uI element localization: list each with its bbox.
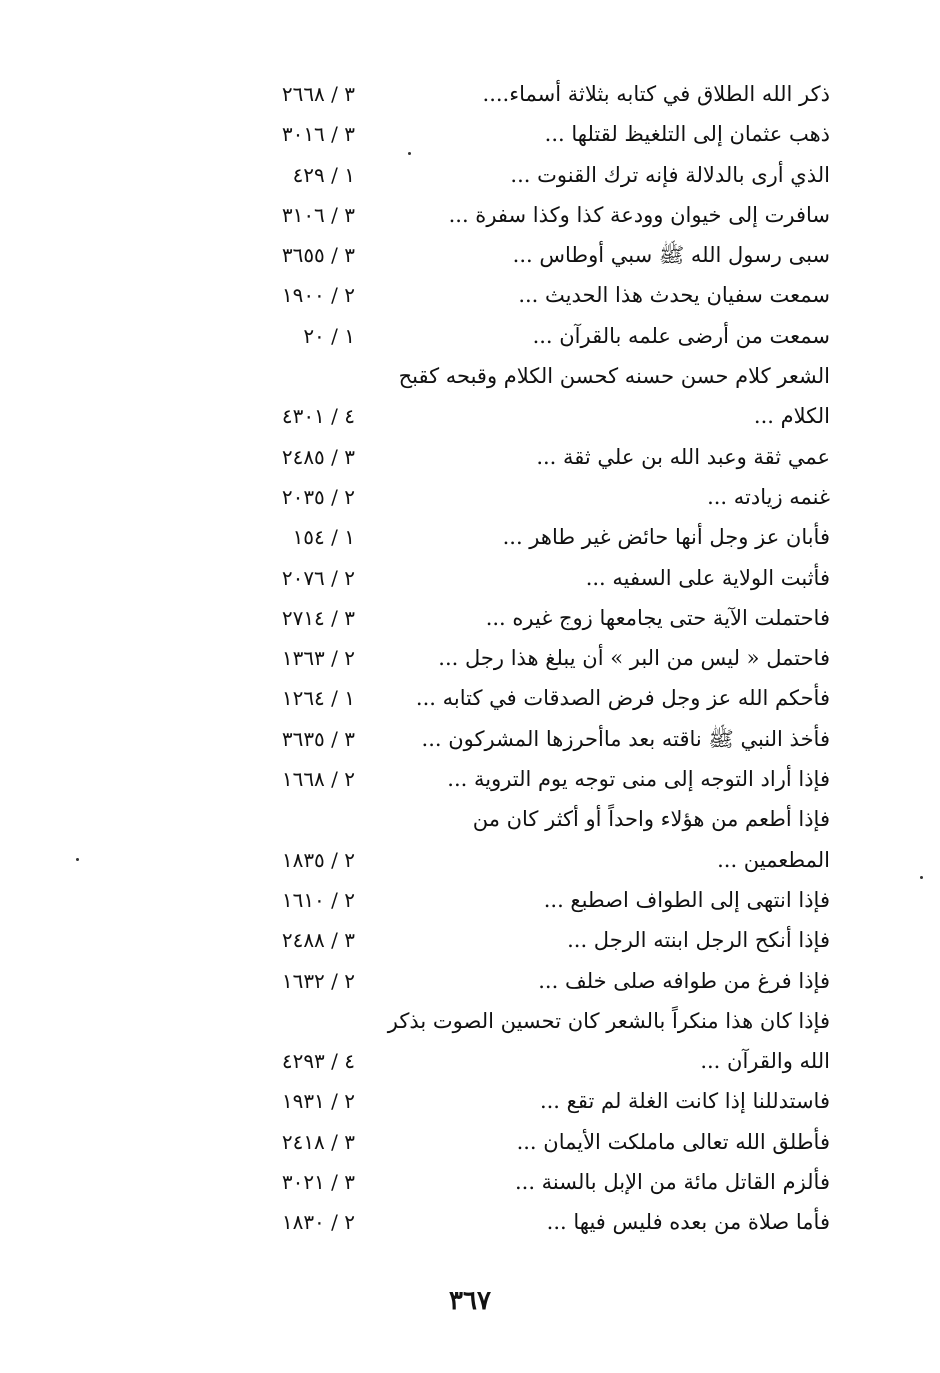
index-entry [235,719,830,759]
entry-text: فأطلق الله تعالى ماملكت الأيمان ... [516,1129,830,1154]
entry-text: عمي ثقة وعبد الله بن علي ثقة ... [536,444,830,469]
print-speck [920,876,923,879]
index-entry [235,437,830,477]
entry-text: سمعت سفيان يحدث هذا الحديث ... [518,283,830,308]
index-entry [235,678,830,718]
entry-text: فاحتملت الآية حتى يجامعها زوج غيره ... [485,605,830,630]
entry-text: الله والقرآن ... [700,1049,830,1074]
entry-text: المطعمين ... [717,847,830,872]
entry-reference: ٤ / ٤٣٠١ [281,404,355,429]
entry-reference: ٢ / ٢٠٣٥ [281,484,355,509]
index-entry [235,1202,830,1242]
index-entry [235,759,830,799]
entry-reference: ٢ / ١٦١٠ [281,887,355,912]
entry-text: فإذا انتهى إلى الطواف اصطبع ... [543,887,830,912]
entry-reference: ١ / ٢٠ [303,323,355,348]
print-speck [408,152,411,155]
entry-text: فاستدللنا إذا كانت الغلة لم تقع ... [539,1089,830,1114]
entry-text: فاحتمل « ليس من البر » أن يبلغ هذا رجل ... [438,646,830,671]
entry-reference: ١ / ١٢٦٤ [281,686,355,711]
index-entry [235,920,830,960]
index-entry [235,1162,830,1202]
entry-reference: ٢ / ٢٠٧٦ [281,565,355,590]
index-entry [235,396,830,436]
entry-text: الكلام ... [753,404,830,429]
entry-text: فإذا أراد التوجه إلى منى توجه يوم التروية ... [447,767,830,792]
entry-text: الشعر كلام حسن حسنه كحسن الكلام وقبحه كقبح [398,364,830,389]
entry-text: فأما صلاة من بعده فليس فيها ... [546,1210,830,1235]
entry-reference: ٢ / ١٦٣٢ [281,968,355,993]
entry-text: فإذا أطعم من هؤلاء واحداً أو أكثر كان من [472,807,830,832]
index-entry [235,638,830,678]
entry-reference: ٢ / ١٩٠٠ [281,283,355,308]
entry-reference: ٤ / ٤٢٩٣ [281,1049,355,1074]
entry-reference: ٣ / ٣٠٢١ [281,1170,355,1195]
entry-reference: ٢ / ١٦٦٨ [281,767,355,792]
page-number: ٣٦٧ [449,1286,491,1316]
index-entry [235,155,830,195]
index-entry [235,316,830,356]
index-entry [235,235,830,275]
entry-reference: ٣ / ٢٦٦٨ [281,82,355,106]
entry-text: ذكر الله الطلاق في كتابه بثلاثة أسماء.... [482,82,830,106]
entry-text: فأخذ النبي ﷺ ناقته بعد ماأحرزها المشركون ... [421,726,830,751]
entry-reference: ٣ / ٣٠١٦ [281,122,355,147]
entry-text: سافرت إلى خيوان وودعة كذا وكذا سفرة ... [448,202,830,227]
entry-text: فأثبت الولاية على السفيه ... [585,565,830,590]
index-entry [235,1041,830,1081]
index-entry [235,477,830,517]
entry-reference: ٣ / ٣١٠٦ [281,202,355,227]
index-entry [235,840,830,880]
entry-text: سمعت من أرضى علمه بالقرآن ... [532,323,830,348]
print-speck [76,858,79,861]
entry-reference: ٣ / ٣٦٣٥ [281,726,355,751]
entry-text: فإذا فرغ من طوافه صلى خلف ... [538,968,830,993]
index-entry [235,558,830,598]
entry-text: الذي أرى بالدلالة فإنه ترك القنوت ... [510,162,830,187]
index-entry [235,1122,830,1162]
entry-text: ذهب عثمان إلى التلغيظ لقتلها ... [544,122,830,147]
entry-text: فإذا أنكح الرجل ابنته الرجل ... [567,928,830,953]
entry-text: سبى رسول الله ﷺ سبي أوطاس ... [512,243,830,268]
entry-text: غنمه زيادته ... [707,484,830,509]
entry-reference: ٣ / ٢٤٨٨ [281,928,355,953]
entry-text: فإذا كان هذا منكراً بالشعر كان تحسين الصوت بذكر [387,1008,830,1033]
index-entry [235,195,830,235]
index-entry [235,598,830,638]
entry-reference: ٢ / ١٨٣٥ [281,847,355,872]
index-entry [235,1081,830,1121]
entry-reference: ٣ / ٢٤٨٥ [281,444,355,469]
entry-reference: ٢ / ١٩٣١ [281,1089,355,1114]
entry-reference: ١ / ١٥٤ [292,525,355,550]
index-entry [235,880,830,920]
entry-text: فأبان عز وجل أنها حائض غير طاهر ... [502,525,830,550]
entry-reference: ٢ / ١٣٦٣ [281,646,355,671]
hadith-index-list [235,74,830,1243]
index-entry [235,517,830,557]
index-entry [235,1001,830,1041]
entry-reference: ٢ / ١٨٣٠ [281,1210,355,1235]
index-entry [235,961,830,1001]
entry-reference: ٣ / ٣٦٥٥ [281,243,355,268]
entry-reference: ١ / ٤٢٩ [292,162,355,187]
entry-text: فألزم القاتل مائة من الإبل بالسنة ... [514,1170,830,1195]
entry-reference: ٣ / ٢٧١٤ [281,605,355,630]
index-entry [235,114,830,154]
index-entry [235,356,830,396]
index-entry [235,275,830,315]
entry-text: فأحكم الله عز وجل فرض الصدقات في كتابه ... [415,686,830,711]
entry-reference: ٣ / ٢٤١٨ [281,1129,355,1154]
index-entry [235,799,830,839]
index-entry [235,74,830,114]
